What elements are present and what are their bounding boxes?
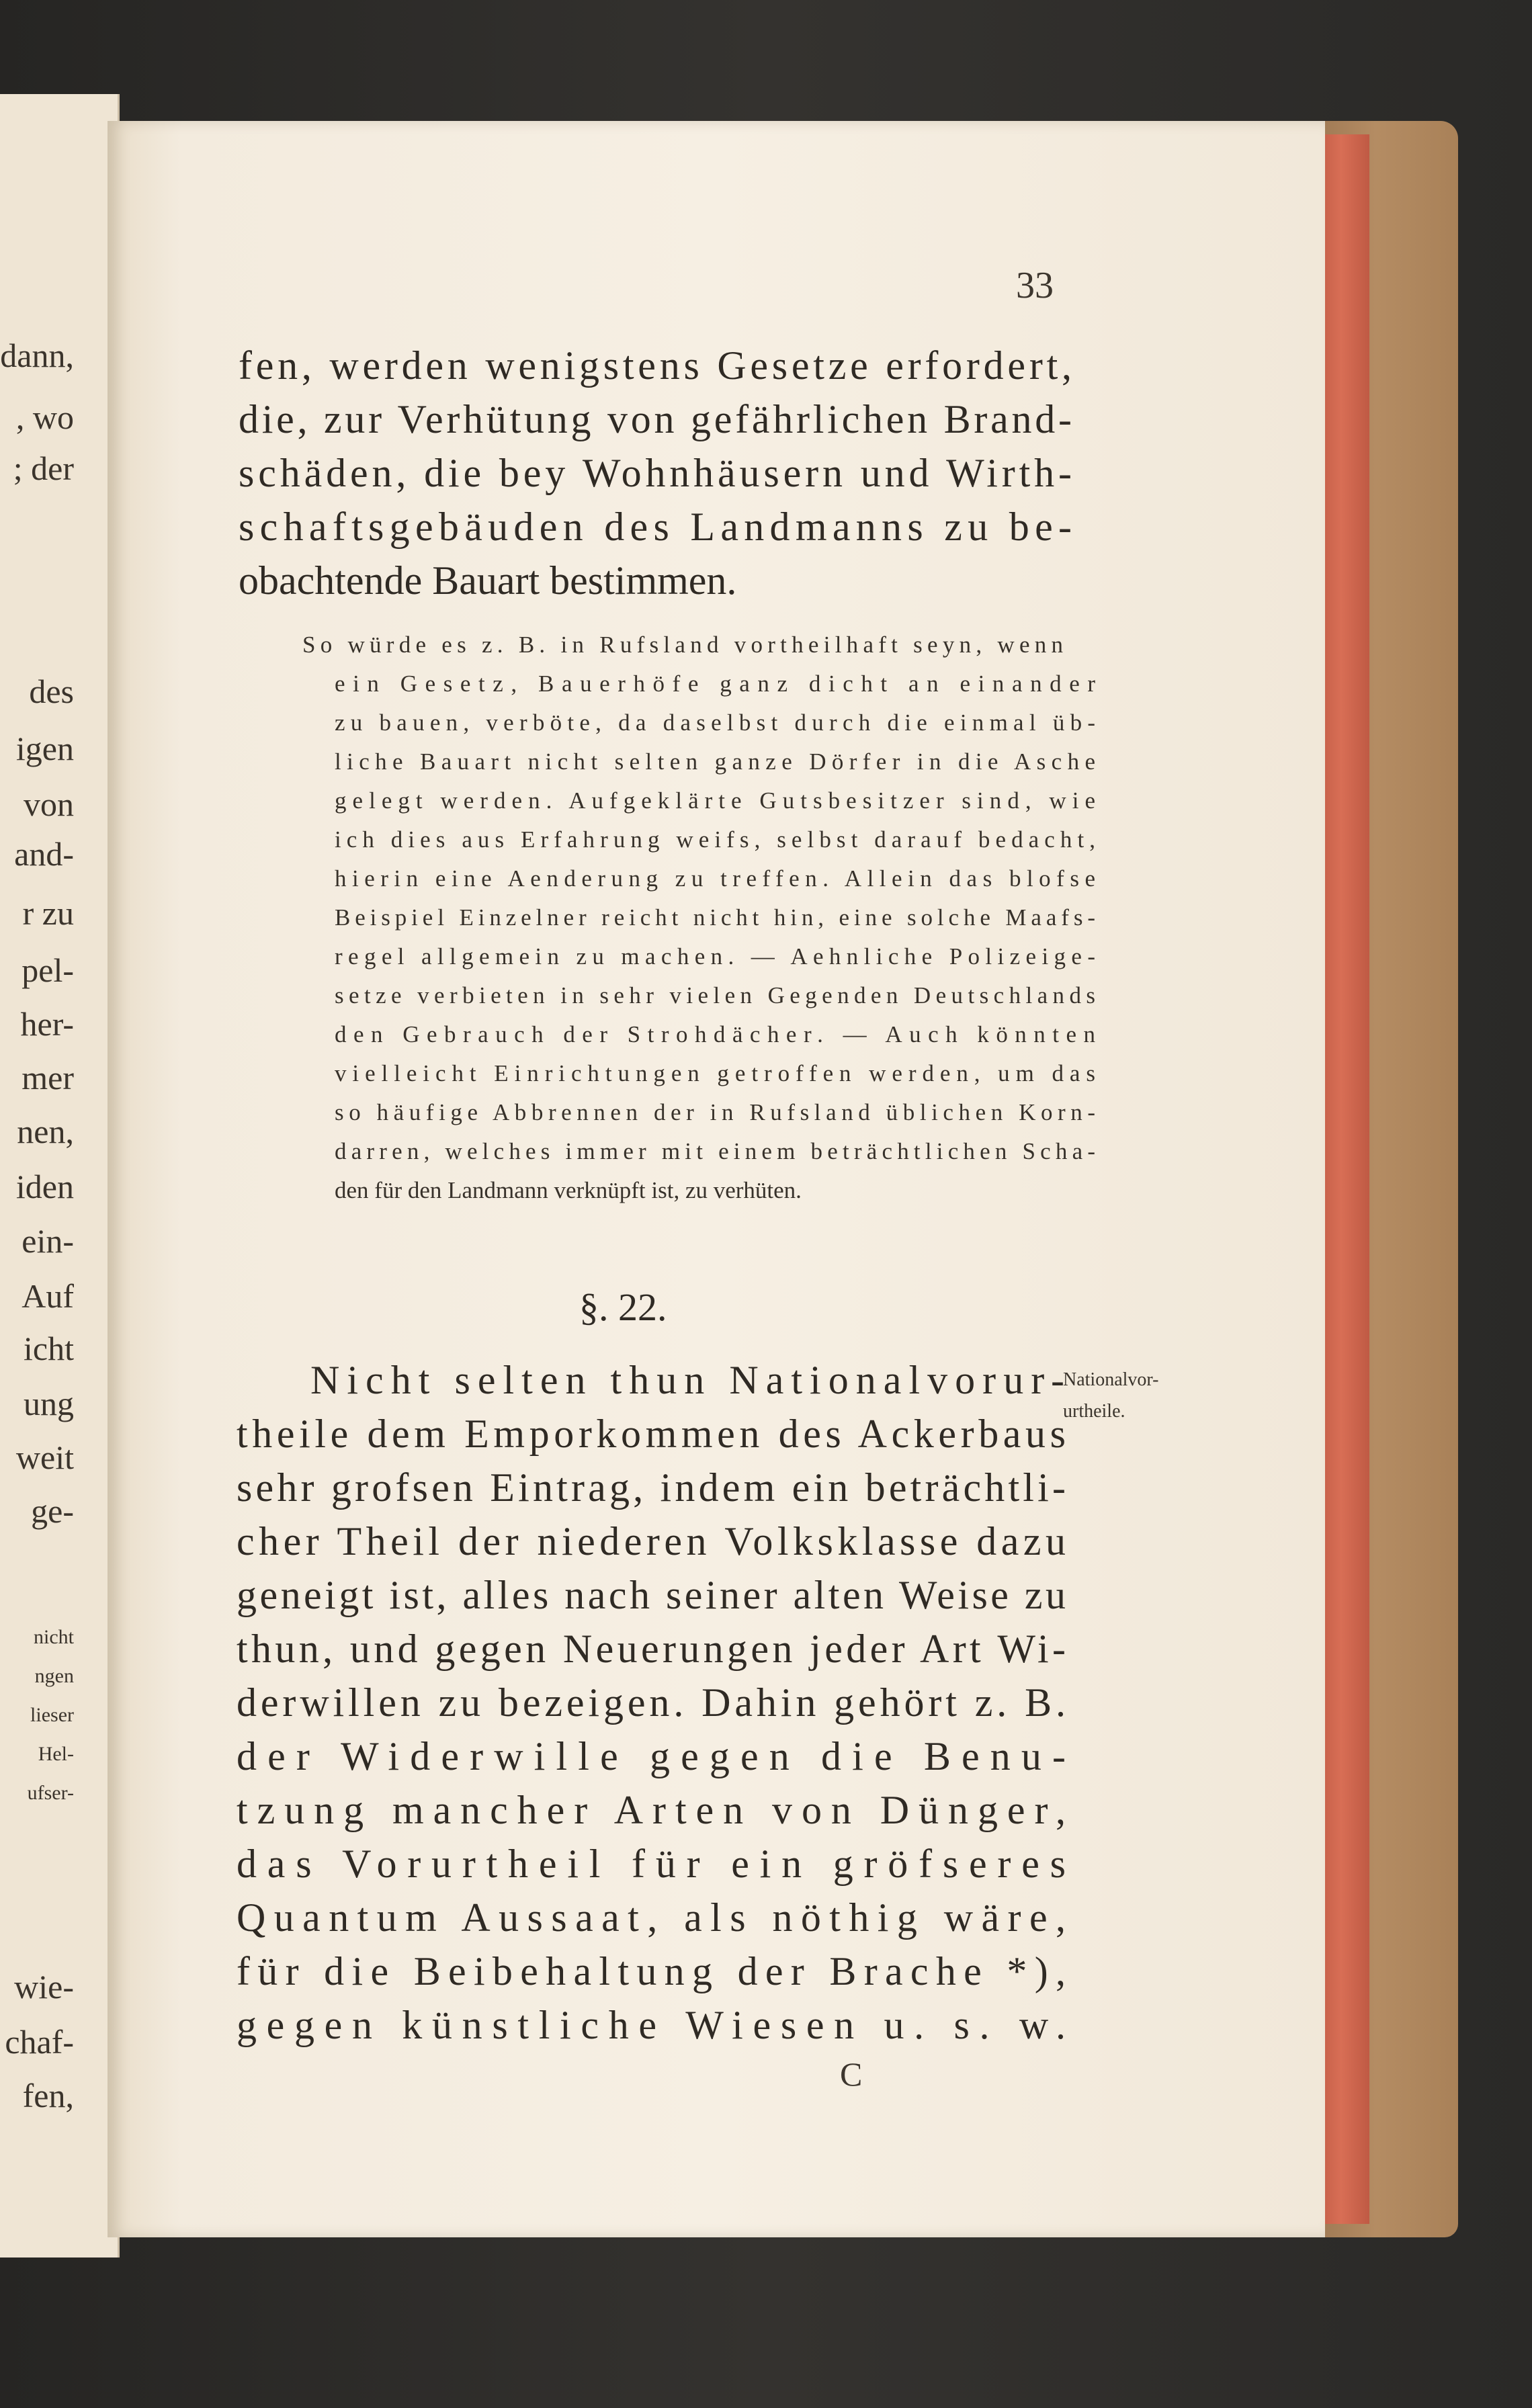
left-fragment: von — [24, 785, 74, 823]
left-fragment: fen, — [22, 2077, 74, 2114]
left-fragment: ufser- — [27, 1782, 74, 1804]
body-line: der Widerwille gegen die Benu- — [237, 1734, 1077, 1778]
left-fragment: weit — [15, 1438, 74, 1476]
left-fragment: ung — [24, 1385, 74, 1422]
text-line: schäden, die bey Wohnhäusern und Wirth- — [239, 451, 1076, 495]
body-line: für die Beibehaltung der Brache *), — [237, 1949, 1074, 1993]
left-fragment: Auf — [22, 1277, 74, 1315]
body-line: das Vorurtheil für ein gröfseres — [237, 1842, 1076, 1886]
page-number: 33 — [1016, 265, 1054, 306]
body-line: Nicht selten thun Nationalvorur- — [310, 1358, 1072, 1402]
body-line: Quantum Aussaat, als nöthig wäre, — [237, 1895, 1074, 1940]
body-line: gegen künstliche Wiesen u. s. w. — [237, 2003, 1076, 2047]
left-fragment: mer — [22, 1059, 74, 1096]
left-fragment: ein- — [22, 1222, 74, 1260]
margin-note-line: Nationalvor- — [1063, 1369, 1159, 1390]
left-fragment: des — [29, 673, 74, 710]
footnote-line: So würde es z. B. in Rufsland vortheilhaft seyn, wenn — [302, 632, 1068, 658]
left-fragment: ; der — [13, 449, 74, 487]
left-fragment: , wo — [15, 398, 74, 436]
footnote-line: hierin eine Aenderung zu treffen. Allein das blofse — [335, 865, 1101, 892]
body-line: sehr grofsen Eintrag, indem ein beträchtli- — [237, 1465, 1070, 1510]
footnote-line: so häufige Abbrennen der in Rufsland üblichen Korn- — [335, 1099, 1101, 1125]
footnote-line: den Gebrauch der Strohdächer. — Auch könnten — [335, 1021, 1103, 1047]
left-fragment: r zu — [22, 894, 74, 932]
left-fragment: and- — [14, 835, 74, 873]
text-line: die, zur Verhütung von gefährlichen Brand- — [239, 397, 1075, 441]
text-line: fen, werden wenigstens Gesetze erfordert, — [239, 343, 1076, 388]
footnote-line: gelegt werden. Aufgeklärte Gutsbesitzer sind, wie — [335, 787, 1102, 814]
footnote-line: zu bauen, verböte, da daselbst durch die einmal üb- — [335, 710, 1101, 736]
footnote-line: ich dies aus Erfahrung weifs, selbst darauf bedacht, — [335, 826, 1101, 853]
left-fragment: chaf- — [5, 2023, 74, 2061]
footnote-line: vielleicht Einrichtungen getroffen werden, um das — [335, 1060, 1101, 1086]
text-line: obachtende Bauart bestimmen. — [239, 558, 737, 603]
footnote-line: liche Bauart nicht selten ganze Dörfer in die Asche — [335, 748, 1101, 775]
margin-note-line: urtheile. — [1063, 1401, 1125, 1422]
body-line: thun, und gegen Neuerungen jeder Art Wi- — [237, 1627, 1070, 1671]
left-fragment: Hel- — [38, 1743, 74, 1765]
left-fragment: dann, — [0, 337, 74, 374]
left-fragment: ngen — [34, 1665, 74, 1687]
left-fragment: her- — [20, 1005, 74, 1043]
left-fragment: igen — [15, 730, 74, 767]
left-fragment: icht — [24, 1330, 74, 1367]
left-fragment: wie- — [14, 1968, 74, 2006]
left-fragment: nen, — [17, 1113, 74, 1150]
body-line: derwillen zu bezeigen. Dahin gehört z. B. — [237, 1680, 1070, 1725]
body-line: cher Theil der niederen Volksklasse dazu — [237, 1519, 1070, 1563]
footnote-line: ein Gesetz, Bauerhöfe ganz dicht an einander — [335, 671, 1103, 697]
body-line: tzung mancher Arten von Dünger, — [237, 1788, 1075, 1832]
signature-mark: C — [840, 2055, 863, 2093]
section-heading: §. 22. — [579, 1285, 667, 1329]
text-line: schaftsgebäuden des Landmanns zu be- — [239, 505, 1078, 549]
footnote-line: regel allgemein zu machen. — Aehnliche Polizeige- — [335, 943, 1101, 970]
body-line: theile dem Emporkommen des Ackerbaus — [237, 1412, 1070, 1456]
footnote-line: setze verbieten in sehr vielen Gegenden Deutschlands — [335, 982, 1101, 1008]
footnote-line: Beispiel Einzelner reicht nicht hin, eine solche Maafs- — [335, 904, 1100, 931]
left-fragment: pel- — [22, 951, 74, 989]
footnote-line: darren, welches immer mit einem beträchtlichen Scha- — [335, 1138, 1101, 1164]
left-fragment: nicht — [34, 1626, 74, 1648]
page-edge-red — [1322, 134, 1369, 2224]
left-fragment: ge- — [31, 1492, 74, 1530]
left-fragment: lieser — [30, 1704, 74, 1726]
body-line: geneigt ist, alles nach seiner alten Weise zu — [237, 1573, 1069, 1617]
left-fragment: iden — [15, 1168, 74, 1205]
footnote-line: den für den Landmann verknüpft ist, zu verhüten. — [335, 1177, 802, 1203]
